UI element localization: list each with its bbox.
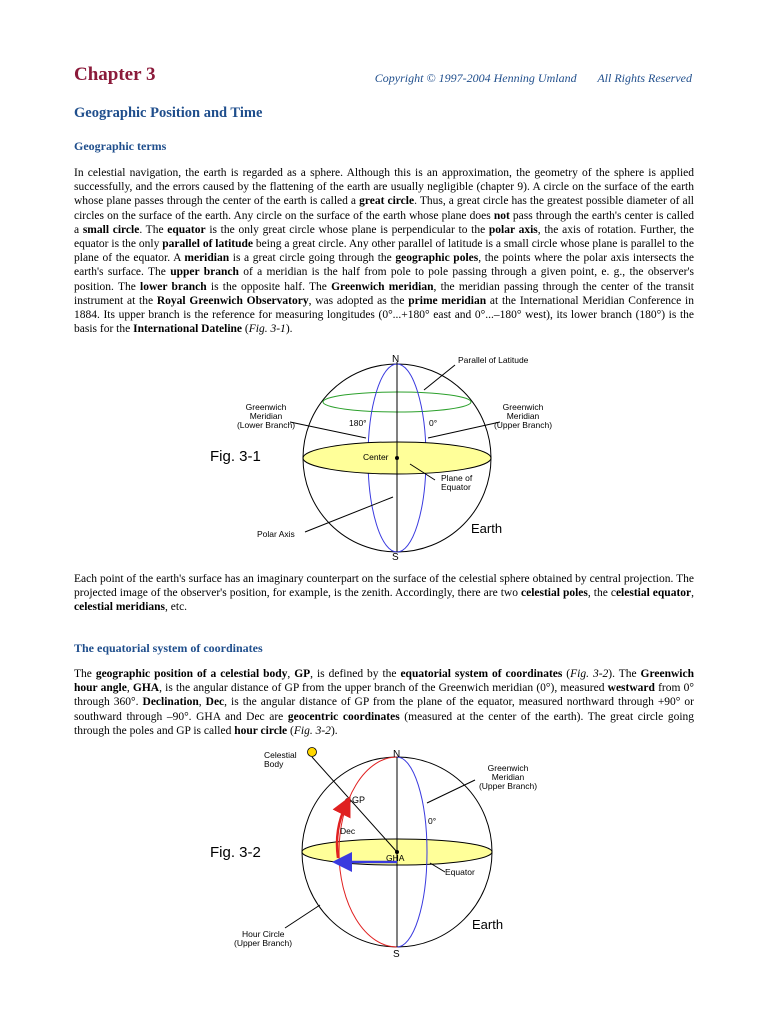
upper-branch-pointer	[428, 422, 500, 438]
text-run: , the axis of rotation. Further, the equator is the only	[74, 223, 694, 251]
bold-term: elestial equator	[615, 587, 692, 600]
bold-term: hour circle	[234, 724, 288, 737]
text-run: ,	[287, 668, 295, 680]
bold-term: lower branch	[140, 280, 207, 293]
bold-term: upper branch	[170, 266, 239, 279]
text-run: , the points where the polar axis intersects the earth's surface. The	[74, 252, 694, 279]
text-run: , the c	[587, 587, 616, 600]
text-run: (	[242, 323, 249, 336]
text-run: , was adopted as the	[308, 294, 409, 307]
text-run: ).	[330, 724, 338, 737]
bold-term: equator	[167, 223, 206, 236]
hour-circle-pointer	[285, 905, 320, 928]
text-run: is the only great circle whose plane is perpendicular to the	[205, 223, 489, 236]
text-run: (	[287, 724, 294, 737]
center-dot	[395, 456, 399, 460]
label-180-degrees: 180°	[349, 418, 367, 428]
bold-term: parallel of latitude	[162, 238, 253, 251]
label-hour-circle-1: Hour Circle	[242, 929, 285, 939]
polar-axis-pointer	[305, 497, 393, 532]
figure-3-1	[200, 352, 570, 564]
paragraph-text	[74, 667, 694, 738]
text-run: Each point of the earth's surface has an imaginary counterpart on the surface of the celestial sphere obtained by central projection. The projected image of the observer's position, for example, is the zenith. Accordingly, there are two	[74, 573, 694, 600]
label-gw-3: (Upper Branch)	[478, 781, 538, 791]
label-center: Center	[363, 452, 389, 462]
label-gw-lower-3: (Lower Branch)	[236, 420, 296, 430]
label-gw-lower-1: Greenwich	[245, 402, 287, 412]
label-gw-1: Greenwich	[487, 763, 529, 773]
bold-term: geocentric coordinates	[287, 710, 400, 723]
paragraph-text	[74, 166, 694, 336]
label-gw-lower-2: Meridian	[249, 411, 283, 421]
text-run: , is the angular distance of GP from the upper branch of the Greenwich meridian (0°), measured	[159, 682, 608, 695]
text-run: being a great circle. Any other parallel of latitude is a small circle whose plane is parallel to the plane of the equator. A	[74, 238, 695, 265]
paragraph-geographic-terms	[74, 166, 694, 336]
copyright-notice: Copyright © 1997-2004 Henning Umland All Rights Reserved	[374, 71, 692, 85]
bold-term: Royal Greenwich Observatory	[156, 294, 309, 307]
label-celestial-2: Body	[264, 759, 284, 769]
bold-term: equatorial system of coordinates	[400, 668, 563, 680]
label-gw-2: Meridian	[491, 772, 525, 782]
label-south: S	[393, 949, 400, 960]
text-run: . The	[139, 223, 168, 236]
bold-term: prime meridian	[408, 294, 487, 307]
equator-pointer	[430, 863, 445, 872]
text-run: , the meridian passing through the center of the transit instrument at the	[74, 280, 695, 307]
label-north: N	[392, 354, 400, 365]
figure-3-1-diagram	[200, 352, 570, 564]
chapter-title: Chapter 3	[74, 64, 156, 85]
bold-term: small circle	[82, 223, 140, 236]
text-run: ,	[198, 696, 206, 709]
bold-term: celestial poles	[520, 587, 588, 600]
paragraph-text	[74, 572, 694, 615]
text-run: ).	[285, 323, 293, 336]
bold-term: polar axis	[488, 223, 538, 236]
text-run: In celestial navigation, the earth is regarded as a sphere. Although this is an approximation, the geometry of the sphere is applied successfully, and the errors caused by the flattening of the earth are usually negligible (chapter 9). A circle on the surface of the earth whose plane passes through the center of the earth is called a	[74, 167, 694, 208]
label-celestial-1: Celestial	[264, 750, 297, 760]
paragraph-celestial-projection	[74, 572, 694, 615]
figure-reference: Fig. 3-2	[293, 724, 331, 737]
section-title: Geographic Position and Time	[74, 105, 263, 121]
bold-term: GP	[294, 668, 311, 680]
text-run: of a meridian is the half from pole to pole passing through a given point, e. g., the observer's position. The	[74, 266, 694, 293]
figure-reference: Fig. 3-2	[570, 668, 609, 680]
label-south: S	[392, 552, 399, 563]
bold-term: great circle	[359, 195, 415, 208]
paragraph-equatorial-system	[74, 667, 694, 738]
bold-term: Greenwich hour angle	[74, 668, 694, 695]
figure-reference: Fig. 3-1	[248, 323, 286, 336]
label-gw-upper-2: Meridian	[506, 411, 540, 421]
bold-term: geographic poles	[395, 252, 479, 265]
celestial-body-icon	[308, 748, 317, 757]
text-run: at the International Meridian Conference in 1884. Its upper branch is the reference for measuring longitudes (0°...+180° east and 0°...–180° west), its lower branch (180°) is the basis for the	[74, 294, 694, 336]
gp-dot	[345, 798, 351, 804]
bold-term: westward	[607, 682, 655, 695]
label-0-degrees: 0°	[429, 418, 438, 428]
subsection-title-geographic-terms: Geographic terms	[74, 139, 167, 153]
bold-term: International Dateline	[133, 323, 243, 336]
text-run: The	[74, 668, 96, 680]
text-run: (measured at the center of the earth). The great circle going through the poles and GP is called	[74, 710, 695, 737]
label-earth: Earth	[471, 521, 503, 536]
page-header	[74, 64, 694, 94]
meridian-pointer	[427, 780, 475, 803]
figure-caption: Fig. 3-2	[210, 844, 261, 861]
text-run: ). The	[608, 668, 641, 680]
text-run: , is the angular distance of GP from the plane of the equator, measured northward through +90° or southward through –90°. GHA and Dec are	[74, 696, 694, 723]
label-plane-1: Plane of	[441, 473, 473, 483]
bold-term: celestial meridians	[74, 601, 166, 614]
text-run: ,	[691, 587, 695, 600]
bold-term: meridian	[184, 252, 230, 265]
label-equator: Equator	[445, 867, 475, 877]
label-gw-upper-1: Greenwich	[502, 402, 544, 412]
bold-term: geographic position of a celestial body	[95, 668, 288, 680]
figure-3-2	[200, 745, 570, 960]
text-run: . Thus, a great circle has the greatest possible diameter of all circles on the surface of the earth. Any circle on the surface of the earth whose plane does	[74, 195, 694, 222]
bold-term: not	[493, 209, 510, 222]
label-earth: Earth	[472, 917, 504, 932]
label-hour-circle-2: (Upper Branch)	[234, 938, 293, 948]
figure-3-2-diagram	[200, 745, 570, 960]
text-run: , is defined by the	[310, 668, 401, 680]
text-run: from 0° through 360°.	[74, 682, 694, 709]
text-run: (	[562, 668, 571, 680]
parallel-pointer	[424, 365, 455, 390]
label-polar-axis: Polar Axis	[257, 529, 295, 539]
figure-caption: Fig. 3-1	[210, 448, 261, 465]
bold-term: Declination	[142, 696, 199, 709]
bold-term: Greenwich meridian	[331, 280, 434, 293]
label-north: N	[393, 749, 401, 760]
subsection-title-equatorial-system: The equatorial system of coordinates	[74, 641, 263, 655]
bold-term: GHA	[132, 682, 160, 695]
text-run: , etc.	[165, 601, 188, 614]
text-run: ,	[126, 682, 133, 695]
text-run: is the opposite half. The	[206, 280, 332, 293]
label-gp: GP	[352, 795, 366, 805]
label-0-degrees: 0°	[428, 816, 437, 826]
label-parallel: Parallel of Latitude	[458, 355, 529, 365]
text-run: pass through the earth's center is called a	[74, 209, 694, 236]
label-dec: Dec	[340, 826, 356, 836]
text-run: is a great circle going through the	[229, 252, 396, 265]
label-plane-2: Equator	[441, 482, 471, 492]
label-gw-upper-3: (Upper Branch)	[493, 420, 553, 430]
label-gha: GHA	[386, 853, 405, 863]
bold-term: Dec	[205, 696, 225, 709]
